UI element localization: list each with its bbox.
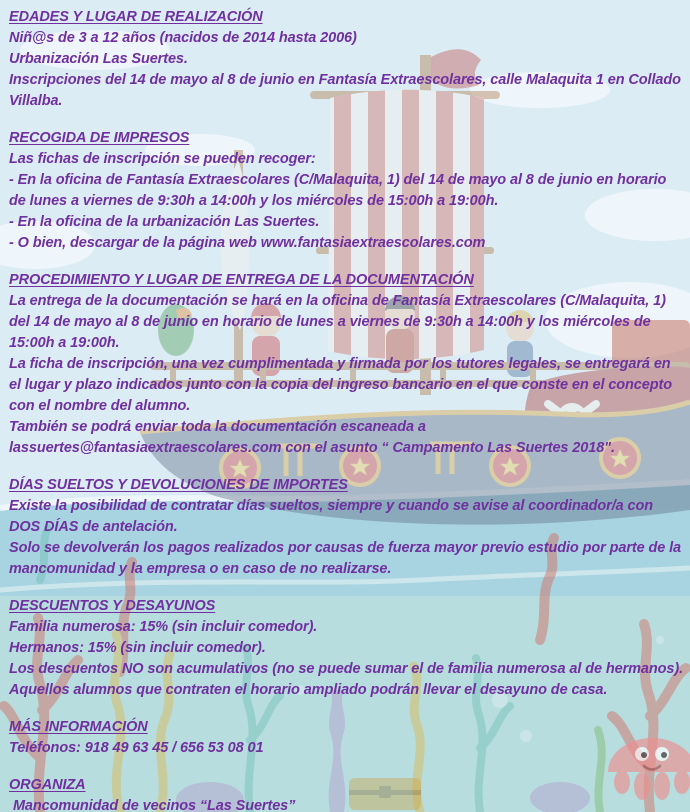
section-paragraph: La entrega de la documentación se hará en la oficina de Fantasía Extraescolares (C/Malaquita, 1) del 14 de mayo al 8 de junio en horario de lunes a viernes de 9:30h a 14:00h y los miércoles de 15:00h a 19:00h. (9, 293, 670, 351)
section-heading: ORGANIZA (9, 777, 86, 793)
section-2 (9, 270, 685, 459)
section-5 (9, 717, 685, 759)
section-1 (9, 128, 685, 254)
section-paragraph: - O bien, descargar de la página web www.fantasiaextraescolares.com (9, 235, 486, 251)
section-paragraph: Solo se devolverán los pagos realizados por causas de fuerza mayor previo estudio por parte de la mancomunidad y la empresa o en caso de no realizarse. (9, 540, 685, 577)
section-heading: DÍAS SUELTOS Y DEVOLUCIONES DE IMPORTES (9, 477, 348, 493)
section-paragraph: lassuertes@fantasiaextraescolares.com con el asunto “ Campamento Las Suertes 2018". (9, 440, 615, 456)
section-paragraph: Inscripciones del 14 de mayo al 8 de junio en Fantasía Extraescolares, calle Malaquita 1 en Collado Villalba. (9, 72, 685, 109)
section-6 (9, 775, 685, 812)
section-paragraph: También se podrá enviar toda la documentación escaneada a (9, 419, 426, 435)
section-paragraph: Existe la posibilidad de contratar días sueltos, siempre y cuando se avise al coordinador/a con DOS DÍAS de antelación. (9, 498, 657, 535)
section-paragraph: Teléfonos: 918 49 63 45 / 656 53 08 01 (9, 740, 264, 756)
section-paragraph: - En la oficina de Fantasía Extraescolares (C/Malaquita, 1) del 14 de mayo al 8 de junio en horario de lunes a viernes de 9:30h a 14:00h y los miércoles de 15:00h a 19:00h. (9, 172, 671, 209)
section-paragraph: Familia numerosa: 15% (sin incluir comedor). (9, 619, 318, 635)
section-paragraph: Urbanización Las Suertes. (9, 51, 188, 67)
section-heading: DESCUENTOS Y DESAYUNOS (9, 598, 216, 614)
section-paragraph: Mancomunidad de vecinos “Las Suertes” (9, 798, 296, 812)
section-paragraph: Las fichas de inscripción se pueden recoger: (9, 151, 316, 167)
section-heading: EDADES Y LUGAR DE REALIZACIÓN (9, 9, 263, 25)
sections-container (9, 7, 685, 812)
section-paragraph: Niñ@s de 3 a 12 años (nacidos de 2014 hasta 2006) (9, 30, 357, 46)
section-heading: MÁS INFORMACIÓN (9, 719, 148, 735)
section-paragraph: - En la oficina de la urbanización Las Suertes. (9, 214, 320, 230)
section-paragraph: Aquellos alumnos que contraten el horario ampliado podrán llevar el desayuno de casa. (9, 682, 608, 698)
section-heading: PROCEDIMIENTO Y LUGAR DE ENTREGA DE LA DOCUMENTACIÓN (9, 272, 474, 288)
section-0 (9, 7, 685, 112)
section-paragraph: Los descuentos NO son acumulativos (no se puede sumar el de familia numerosa al de hermanos). (9, 661, 683, 677)
section-heading: RECOGIDA DE IMPRESOS (9, 130, 190, 146)
section-3 (9, 475, 685, 580)
section-paragraph: Hermanos: 15% (sin incluir comedor). (9, 640, 266, 656)
section-4 (9, 596, 685, 701)
section-paragraph: La ficha de inscripción, una vez cumplimentada y firmada por los tutores legales, se entregará en el lugar y plazo indicados junto con la copia del ingreso bancario en el que conste en el concepto con el nombre del alumno. (9, 356, 676, 414)
